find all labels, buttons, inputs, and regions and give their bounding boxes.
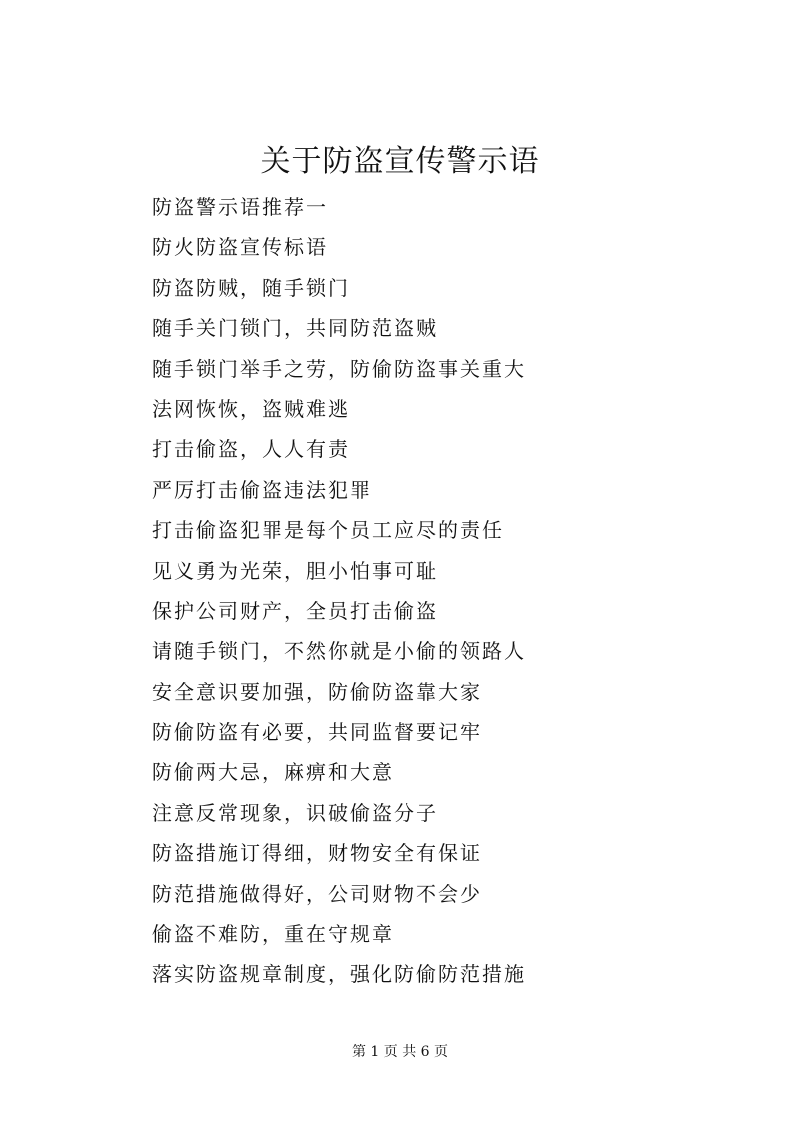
slogan-line: 防盗防贼，随手锁门	[152, 275, 350, 300]
slogan-line: 偷盗不难防，重在守规章	[152, 922, 394, 947]
slogan-list	[152, 187, 752, 995]
slogan-line: 防范措施做得好，公司财物不会少	[152, 881, 482, 906]
slogan-line: 注意反常现象，识破偷盗分子	[152, 800, 438, 825]
slogan-line: 防盗措施订得细，财物安全有保证	[152, 841, 482, 866]
slogan-line: 法网恢恢，盗贼难逃	[152, 396, 350, 421]
slogan-line: 随手关门锁门，共同防范盗贼	[152, 316, 438, 341]
page-title: 关于防盗宣传警示语	[260, 144, 540, 179]
slogan-line: 打击偷盗犯罪是每个员工应尽的责任	[152, 518, 504, 543]
page-number: 第 1 页 共 6 页	[351, 1044, 449, 1060]
slogan-line: 严厉打击偷盗违法犯罪	[152, 477, 372, 502]
slogan-line: 打击偷盗，人人有责	[152, 437, 350, 462]
slogan-line: 请随手锁门，不然你就是小偷的领路人	[152, 639, 526, 664]
slogan-line: 保护公司财产，全员打击偷盗	[152, 598, 438, 623]
slogan-line: 安全意识要加强，防偷防盗靠大家	[152, 679, 482, 704]
slogan-line: 见义勇为光荣，胆小怕事可耻	[152, 558, 438, 583]
slogan-line: 防盗警示语推荐一	[152, 195, 328, 219]
slogan-line: 随手锁门举手之劳，防偷防盗事关重大	[152, 356, 526, 381]
slogan-line: 防火防盗宣传标语	[152, 235, 328, 260]
slogan-line: 防偷防盗有必要，共同监督要记牢	[152, 720, 482, 745]
slogan-line: 落实防盗规章制度，强化防偷防范措施	[152, 962, 526, 987]
slogan-line: 防偷两大忌，麻痹和大意	[152, 760, 394, 785]
